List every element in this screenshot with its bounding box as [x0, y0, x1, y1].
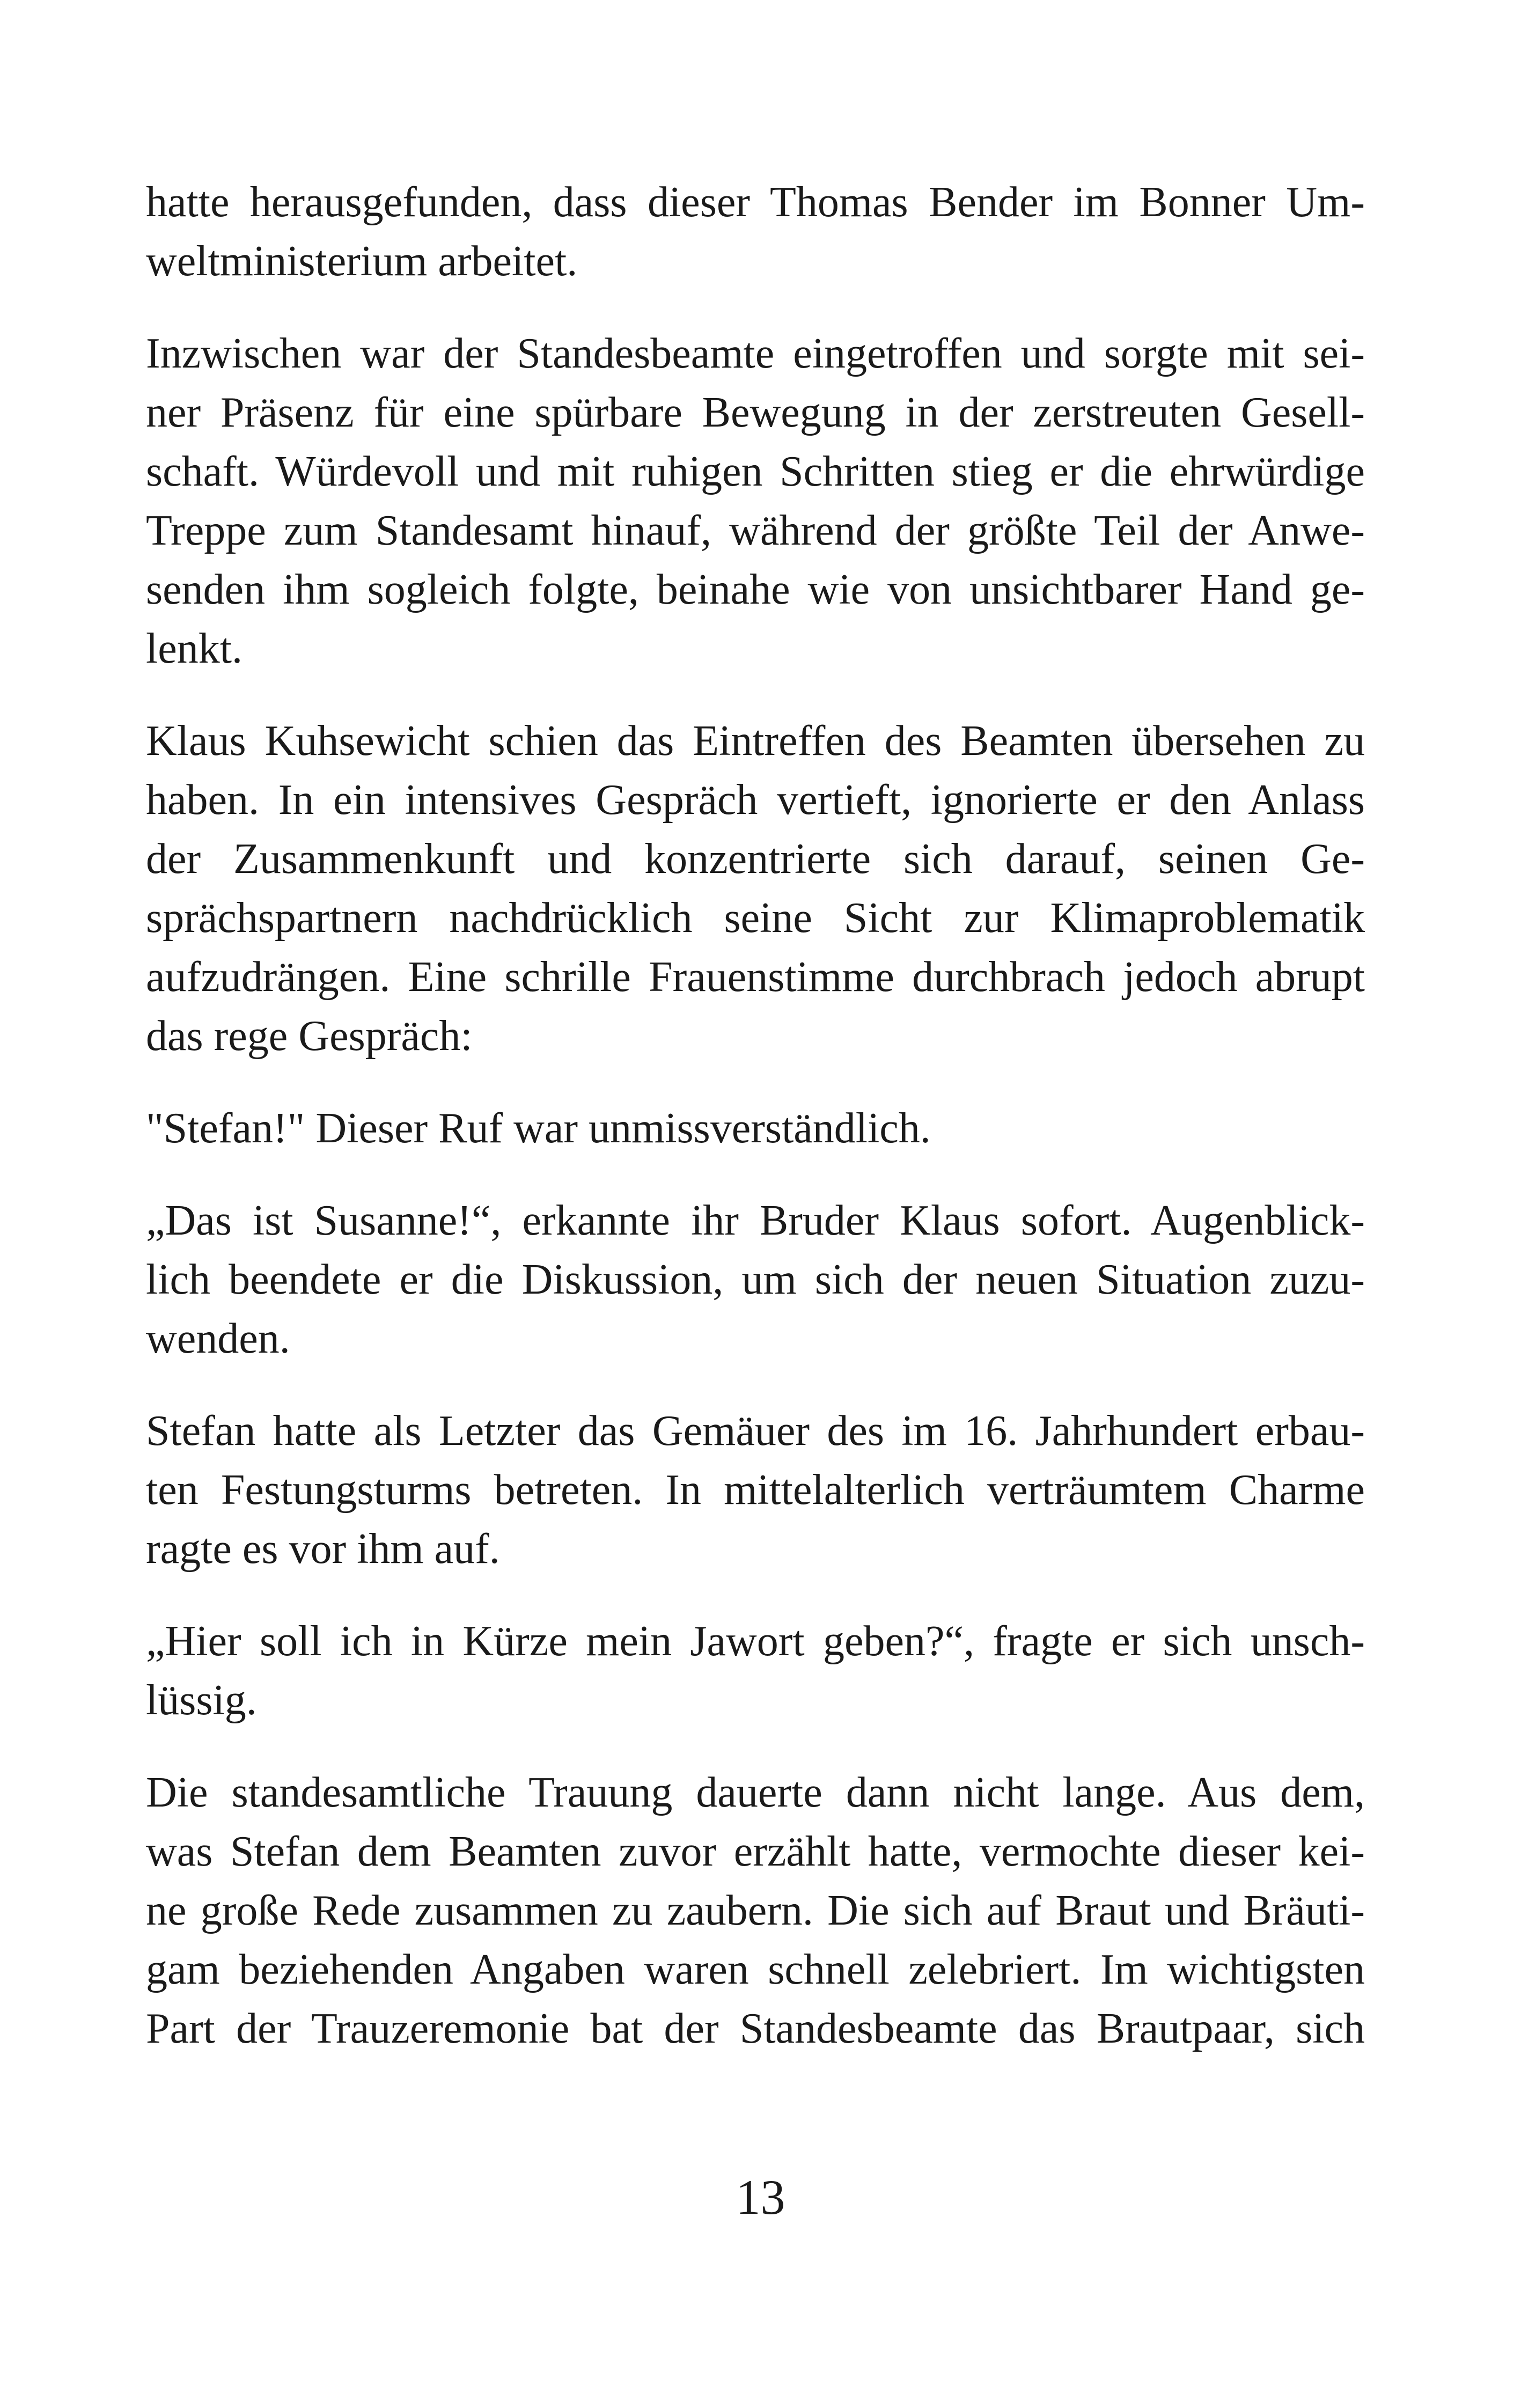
paragraph: [146, 711, 1365, 1066]
text-line: Treppe zum Standesamt hinauf, während der größte Teil der Anwe-: [146, 507, 1365, 554]
text-line: lenkt.: [146, 625, 243, 672]
text-line: schaft. Würdevoll und mit ruhigen Schritten stieg er die ehrwürdige: [146, 448, 1365, 495]
text-line: das rege Gespräch:: [146, 1012, 473, 1060]
text-line: ragte es vor ihm auf.: [146, 1525, 500, 1573]
paragraph: [146, 1191, 1365, 1368]
text-line: Stefan hatte als Letzter das Gemäuer des im 16. Jahrhundert erbau-: [146, 1407, 1365, 1455]
text-line: Die standesamtliche Trauung dauerte dann nicht lange. Aus dem,: [146, 1769, 1365, 1816]
page-body: [146, 173, 1365, 2058]
text-line: ten Festungsturms betreten. In mittelalterlich verträumtem Charme: [146, 1466, 1365, 1514]
text-line: "Stefan!" Dieser Ruf war unmissverständlich.: [146, 1105, 931, 1152]
text-line: haben. In ein intensives Gespräch vertieft, ignorierte er den Anlass: [146, 776, 1365, 824]
text-line: senden ihm sogleich folgte, beinahe wie von unsichtbarer Hand ge-: [146, 566, 1365, 613]
text-line: Inzwischen war der Standesbeamte eingetroffen und sorgte mit sei-: [146, 330, 1365, 377]
paragraph: [146, 1763, 1365, 2058]
text-line: ner Präsenz für eine spürbare Bewegung in der zerstreuten Gesell-: [146, 389, 1365, 436]
text-line: „Hier soll ich in Kürze mein Jawort geben?“, fragte er sich unsch-: [146, 1618, 1365, 1665]
text-line: lich beendete er die Diskussion, um sich der neuen Situation zuzu-: [146, 1256, 1365, 1303]
paragraph: [146, 1401, 1365, 1579]
text-line: aufzudrängen. Eine schrille Frauenstimme durchbrach jedoch abrupt: [146, 953, 1365, 1001]
paragraph: [146, 173, 1365, 291]
text-line: sprächspartnern nachdrücklich seine Sicht zur Klimaproblematik: [146, 894, 1365, 942]
text-line: hatte herausgefunden, dass dieser Thomas Bender im Bonner Um-: [146, 179, 1365, 226]
text-line: Part der Trauzeremonie bat der Standesbeamte das Brautpaar, sich: [146, 2005, 1365, 2052]
text-line: der Zusammenkunft und konzentrierte sich darauf, seinen Ge-: [146, 835, 1365, 883]
text-line: gam beziehenden Angaben waren schnell zelebriert. Im wichtigsten: [146, 1946, 1365, 1993]
text-line: lüssig.: [146, 1677, 257, 1724]
text-line: weltministerium arbeitet.: [146, 238, 578, 285]
paragraph: [146, 1099, 1365, 1158]
text-line: was Stefan dem Beamten zuvor erzählt hatte, vermochte dieser kei-: [146, 1828, 1365, 1875]
text-line: Klaus Kuhsewicht schien das Eintreffen des Beamten übersehen zu: [146, 717, 1365, 765]
paragraph: [146, 324, 1365, 678]
text-line: ne große Rede zusammen zu zaubern. Die sich auf Braut und Bräuti-: [146, 1887, 1365, 1934]
page-number: 13: [736, 2170, 785, 2225]
paragraph: [146, 1612, 1365, 1730]
text-line: „Das ist Susanne!“, erkannte ihr Bruder Klaus sofort. Augenblick-: [146, 1197, 1365, 1244]
text-line: wenden.: [146, 1315, 290, 1362]
